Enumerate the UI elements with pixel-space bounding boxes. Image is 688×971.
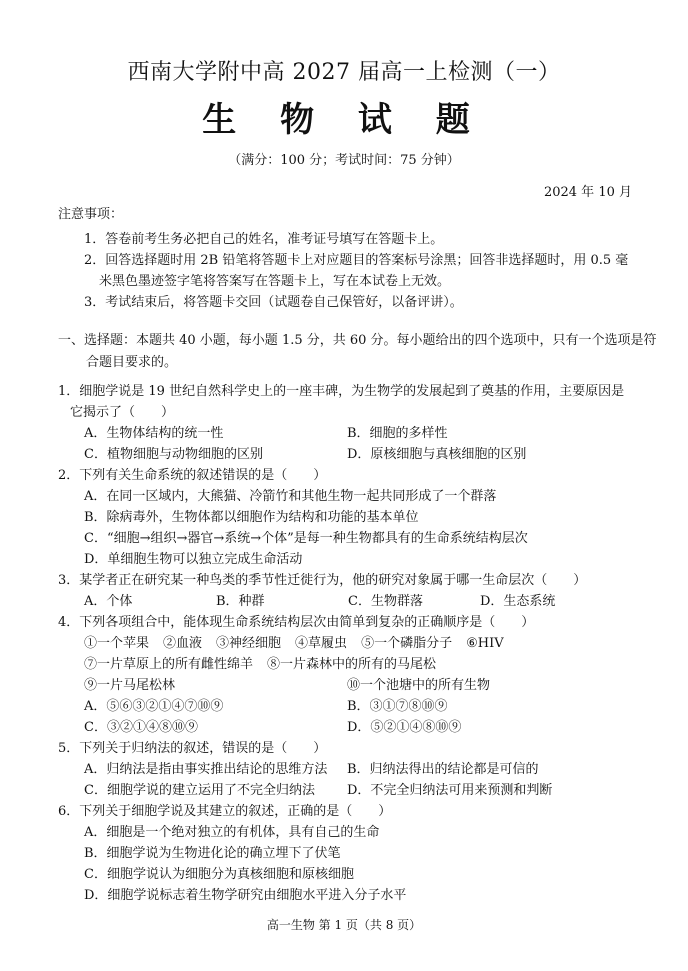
page-footer: 高一生物 第 1 页（共 8 页） (266, 918, 422, 932)
option-d: D．不完全归纳法可用来预测和判断 (347, 783, 553, 798)
question-stem: 6．下列关于细胞学说及其建立的叙述，正确的是（ ） (58, 804, 392, 819)
option-c: C．植物细胞与动物细胞的区别 (84, 447, 263, 462)
option-row (58, 444, 636, 465)
option-c: C．细胞学说认为细胞分为真核细胞和原核细胞 (84, 867, 354, 882)
option-c: C．生物群落 (348, 594, 423, 609)
option-d: D．生态系统 (480, 594, 556, 609)
question-3 (58, 570, 636, 612)
question-5 (58, 738, 636, 801)
notice-list (84, 229, 636, 313)
option-row (58, 759, 636, 780)
option-a: A．归纳法是指由事实推出结论的思维方法 (84, 762, 328, 777)
option-row (58, 717, 636, 738)
question-1 (58, 381, 636, 465)
option-c: C．细胞学说的建立运用了不完全归纳法 (84, 783, 315, 798)
exam-title: 西南大学附中高 2027 届高一上检测（一） (127, 60, 561, 85)
item: ⑦一片草原上的所有雌性绵羊 (84, 657, 254, 672)
question-4 (58, 612, 636, 738)
notice-item: 1．答卷前考生务必把自己的姓名，准考证号填写在答题卡上。 (84, 232, 444, 247)
option-b: B．③①⑦⑧⑩⑨ (347, 699, 448, 714)
notice-item: 3．考试结束后，将答题卡交回（试题卷自己保管好，以备评讲）。 (84, 295, 463, 310)
question-stem: 1．细胞学说是 19 世纪自然科学史上的一座丰碑，为生物学的发展起到了奠基的作用，主要原因是它揭示了（ ） (58, 384, 625, 420)
item: ①一个苹果 (84, 636, 150, 651)
option-d: D．单细胞生物可以独立完成生命活动 (84, 552, 303, 567)
item-row (58, 633, 636, 654)
option-b: B．细胞学说为生物进化论的确立埋下了伏笔 (84, 846, 341, 861)
score-time-info: （满分：100 分；考试时间：75 分钟） (228, 153, 460, 168)
subject-title: 生 物 试 题 (202, 100, 486, 140)
option-row (58, 591, 636, 612)
option-row (58, 780, 636, 801)
item-row (58, 654, 636, 675)
option-d: D．原核细胞与真核细胞的区别 (347, 447, 527, 462)
option-b: B．除病毒外，生物体都以细胞作为结构和功能的基本单位 (84, 510, 419, 525)
question-6 (58, 801, 636, 906)
item: ②血液 (163, 636, 203, 651)
option-d: D．细胞学说标志着生物学研究由细胞水平进入分子水平 (84, 888, 407, 903)
question-list (58, 381, 636, 906)
item: ⑨一片马尾松林 (84, 678, 176, 693)
option-a: A．细胞是一个绝对独立的有机体，具有自己的生命 (84, 825, 380, 840)
item: ⑥HIV (466, 636, 504, 651)
option-a: A．个体 (84, 594, 133, 609)
option-a: A．⑤⑥③②①④⑦⑩⑨ (84, 699, 224, 714)
option-a: A．在同一区域内，大熊猫、冷箭竹和其他生物一起共同形成了一个群落 (84, 489, 497, 504)
question-stem: 5．下列关于归纳法的叙述，错误的是（ ） (58, 741, 327, 756)
option-row (58, 696, 636, 717)
item: ⑧一片森林中的所有的马尾松 (267, 657, 437, 672)
item: ③神经细胞 (216, 636, 282, 651)
item: ④草履虫 (295, 636, 348, 651)
option-b: B．细胞的多样性 (347, 426, 448, 441)
option-c: C．“细胞→组织→器官→系统→个体”是每一种生物都具有的生命系统结构层次 (84, 531, 528, 546)
notice-item: 2．回答选择题时用 2B 铅笔将答题卡上对应题目的答案标号涂黑；回答非选择题时，用 0.5 毫米黑色墨迹签字笔将答案写在答题卡上，写在本试卷上无效。 (84, 253, 629, 289)
item: ⑩一个池塘中的所有生物 (347, 678, 491, 693)
option-b: B．归纳法得出的结论都是可信的 (347, 762, 539, 777)
option-c: C．③②①④⑧⑩⑨ (84, 720, 198, 735)
question-2 (58, 465, 636, 570)
option-b: B．种群 (216, 594, 265, 609)
exam-date: 2024 年 10 月 (543, 185, 632, 200)
question-stem: 3．某学者正在研究某一种鸟类的季节性迁徙行为，他的研究对象属于哪一生命层次（ ） (58, 573, 587, 588)
question-stem: 2．下列有关生命系统的叙述错误的是（ ） (58, 468, 327, 483)
option-a: A．生物体结构的统一性 (84, 426, 224, 441)
notice-heading: 注意事项： (58, 207, 124, 222)
item: ⑤一个磷脂分子 (361, 636, 453, 651)
section-heading: 一、选择题：本题共 40 小题，每小题 1.5 分，共 60 分。每小题给出的四个选项中，只有一个选项是符合题目要求的。 (58, 333, 657, 370)
option-row (58, 423, 636, 444)
question-stem: 4．下列各项组合中，能体现生命系统结构层次由简单到复杂的正确顺序是（ ） (58, 615, 535, 630)
item-row (58, 675, 636, 696)
option-d: D．⑤②①④⑧⑩⑨ (347, 720, 462, 735)
